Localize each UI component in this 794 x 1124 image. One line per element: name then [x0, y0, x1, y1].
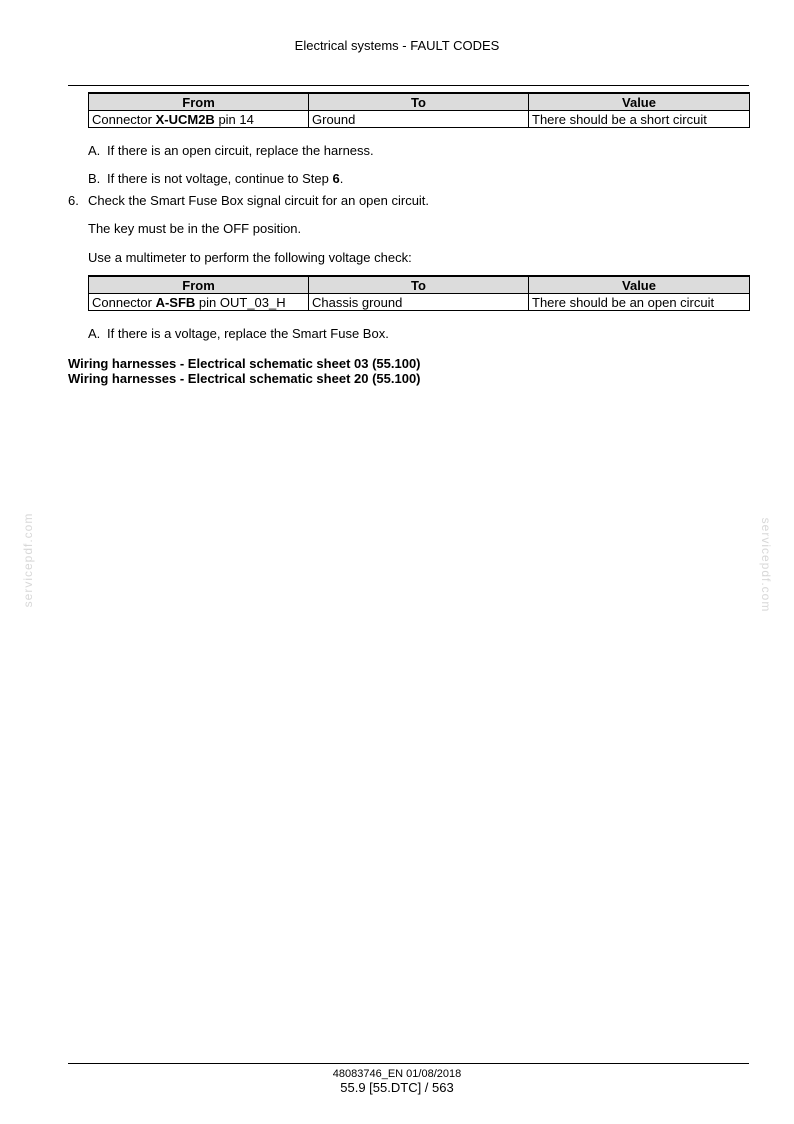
- column-header-from: From: [89, 276, 309, 294]
- footer-document-reference: 48083746_EN 01/08/2018: [332, 1068, 462, 1080]
- cell-value: There should be an open circuit: [529, 294, 750, 311]
- page-header-title: Electrical systems - FAULT CODES: [294, 38, 500, 53]
- continuity-check-table: [88, 92, 750, 128]
- cell-to: Chassis ground: [309, 294, 529, 311]
- column-header-value: Value: [529, 276, 750, 294]
- connector-id: X-UCM2B: [155, 111, 215, 127]
- schematic-link-sheet-20[interactable]: Wiring harnesses - Electrical schematic sheet 20 (55.100): [68, 371, 421, 386]
- key-position-note: The key must be in the OFF position.: [88, 221, 302, 236]
- footer-page-number: 55.9 [55.DTC] / 563: [340, 1080, 454, 1095]
- footer-divider: [68, 1063, 749, 1064]
- column-header-value: Value: [529, 93, 750, 111]
- column-header-from: From: [89, 93, 309, 111]
- table-header-row: [89, 93, 750, 111]
- schematic-link-sheet-03[interactable]: Wiring harnesses - Electrical schematic sheet 03 (55.100): [68, 356, 421, 371]
- watermark-left: servicepdf.com: [21, 512, 35, 608]
- step-reference: 6: [332, 171, 340, 186]
- cell-from: Connector A-SFB pin OUT_03_H: [89, 294, 309, 311]
- table-row: [89, 294, 750, 311]
- step-6: 6. Check the Smart Fuse Box signal circuit for an open circuit.: [68, 193, 430, 208]
- sub-step-a-replace-fuse-box: A. If there is a voltage, replace the Smart Fuse Box.: [88, 326, 389, 341]
- sub-step-b-no-voltage: B. If there is not voltage, continue to Step 6.: [88, 171, 344, 186]
- column-header-to: To: [309, 93, 529, 111]
- connector-id: A-SFB: [155, 294, 196, 310]
- voltage-check-table: [88, 275, 750, 311]
- watermark-right: servicepdf.com: [759, 517, 773, 613]
- table-row: [89, 111, 750, 128]
- cell-value: There should be a short circuit: [529, 111, 750, 128]
- header-divider: [68, 85, 749, 86]
- multimeter-instruction: Use a multimeter to perform the following voltage check:: [88, 250, 412, 265]
- sub-step-a-open-circuit: A. If there is an open circuit, replace the harness.: [88, 143, 374, 158]
- column-header-to: To: [309, 276, 529, 294]
- cell-to: Ground: [309, 111, 529, 128]
- cell-from: Connector X-UCM2B pin 14: [89, 111, 309, 128]
- related-links: [68, 356, 421, 386]
- table-header-row: [89, 276, 750, 294]
